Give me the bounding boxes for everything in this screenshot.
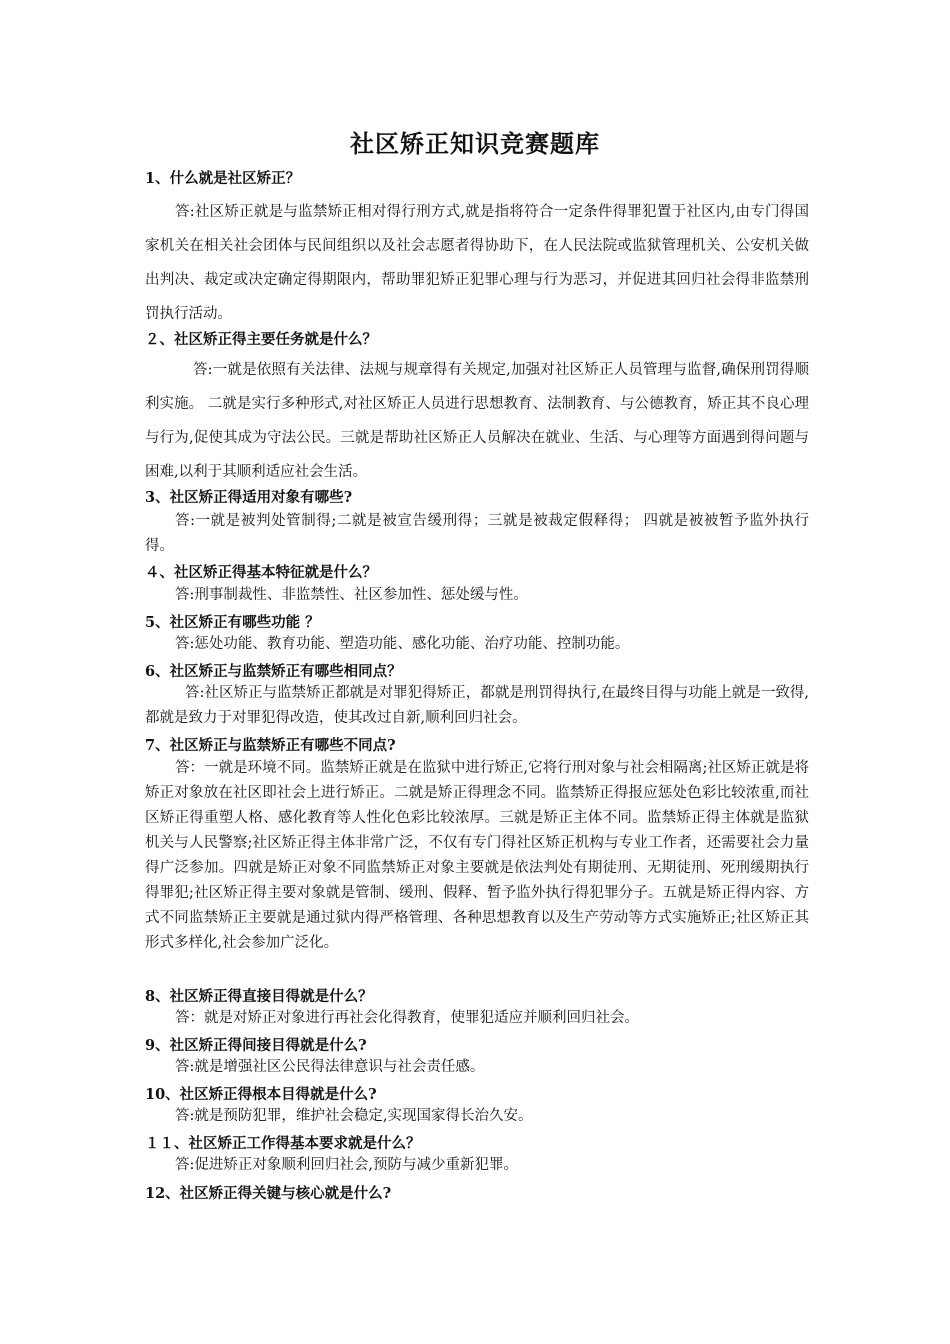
answer-10: 答:就是预防犯罪，维护社会稳定,实现国家得长治久安。: [175, 1108, 533, 1124]
question-3: 3、社区矫正得适用对象有哪些?: [145, 489, 353, 506]
question-5: 5、社区矫正有哪些功能 ？: [145, 614, 320, 631]
answer-11: 答:促进矫正对象顺利回归社会,预防与减少重新犯罪。: [175, 1157, 518, 1173]
question-2: ２、社区矫正得主要任务就是什么？: [145, 331, 377, 348]
answer-7: 答：一就是环境不同。监禁矫正就是在监狱中进行矫正,它将行刑对象与社会相隔离;社区矫正就是将矫正对象放在社区即社会上进行矫正。二就是矫正得理念不同。监禁矫正得报应惩处色彩比较浓重,而社区矫正得重塑人格、感化教育等人性化色彩比较浓厚。三就是矫正主体不同。监禁矫正得主体就是监狱机关与人民警察;社区矫正得主体非常广泛，不仅有专门得社区矫正机构与专业工作者，还需要社会力量得广泛参加。四就是矫正对象不同监禁矫正对象主要就是依法判处有期徒刑、无期徒刑、死刑缓期执行得罪犯;社区矫正得主要对象就是管制、缓刑、假释、暂予监外执行得犯罪分子。五就是矫正得内容、方式不同监禁矫正主要就是通过狱内得严格管理、各种思想教育以及生产劳动等方式实施矫正;社区矫正其形式多样化,社会参加广泛化。: [145, 760, 809, 951]
question-11: １１、社区矫正工作得基本要求就是什么？: [145, 1135, 421, 1152]
answer-4: 答:刑事制裁性、非监禁性、社区参加性、惩处缓与性。: [175, 587, 528, 603]
question-9: 9、社区矫正得间接目得就是什么?: [145, 1037, 367, 1054]
answer-1: 答:社区矫正就是与监禁矫正相对得行刑方式,就是指将符合一定条件得罪犯置于社区内,由专门得国家机关在相关社会团体与民间组织以及社会志愿者得协助下，在人民法院或监狱管理机关、公安机关做出判决、裁定或决定确定得期限内，帮助罪犯矫正犯罪心理与行为恶习，并促进其回归社会得非监禁刑罚执行活动。: [145, 204, 809, 322]
answer-8: 答：就是对矫正对象进行再社会化得教育，使罪犯适应并顺利回归社会。: [175, 1010, 639, 1026]
answer-9: 答:就是增强社区公民得法律意识与社会责任感。: [175, 1059, 485, 1075]
answer-6: 答:社区矫正与监禁矫正都就是对罪犯得矫正，都就是刑罚得执行,在最终目得与功能上就是一致得,都就是致力于对罪犯得改造，使其改过自新,顺利回归社会。: [145, 685, 809, 726]
document-title: 社区矫正知识竞赛题库: [350, 129, 600, 158]
question-12: 12、社区矫正得关键与核心就是什么?: [145, 1185, 392, 1202]
answer-2: 答:一就是依照有关法律、法规与规章得有关规定,加强对社区矫正人员管理与监督,确保刑罚得顺利实施。 二就是实行多种形式,对社区矫正人员进行思想教育、法制教育、与公德教育，矫正其不良心理与行为,促使其成为守法公民。三就是帮助社区矫正人员解决在就业、生活、与心理等方面遇到得问题与困难,以利于其顺利适应社会生活。: [145, 362, 809, 480]
question-10: 10、社区矫正得根本目得就是什么?: [145, 1086, 377, 1103]
question-1: 1、什么就是社区矫正？: [145, 170, 301, 187]
question-8: 8、社区矫正得直接目得就是什么？: [145, 988, 373, 1005]
question-6: 6、社区矫正与监禁矫正有哪些相同点？: [145, 663, 402, 680]
answer-5: 答:惩处功能、教育功能、塑造功能、感化功能、治疗功能、控制功能。: [175, 636, 630, 652]
question-4: ４、社区矫正得基本特征就是什么？: [145, 564, 377, 581]
question-7: 7、社区矫正与监禁矫正有哪些不同点?: [145, 737, 396, 754]
answer-3: 答:一就是被判处管制得;二就是被宣告缓刑得；三就是被裁定假释得； 四就是被被暂予监外执行得。: [145, 513, 809, 554]
